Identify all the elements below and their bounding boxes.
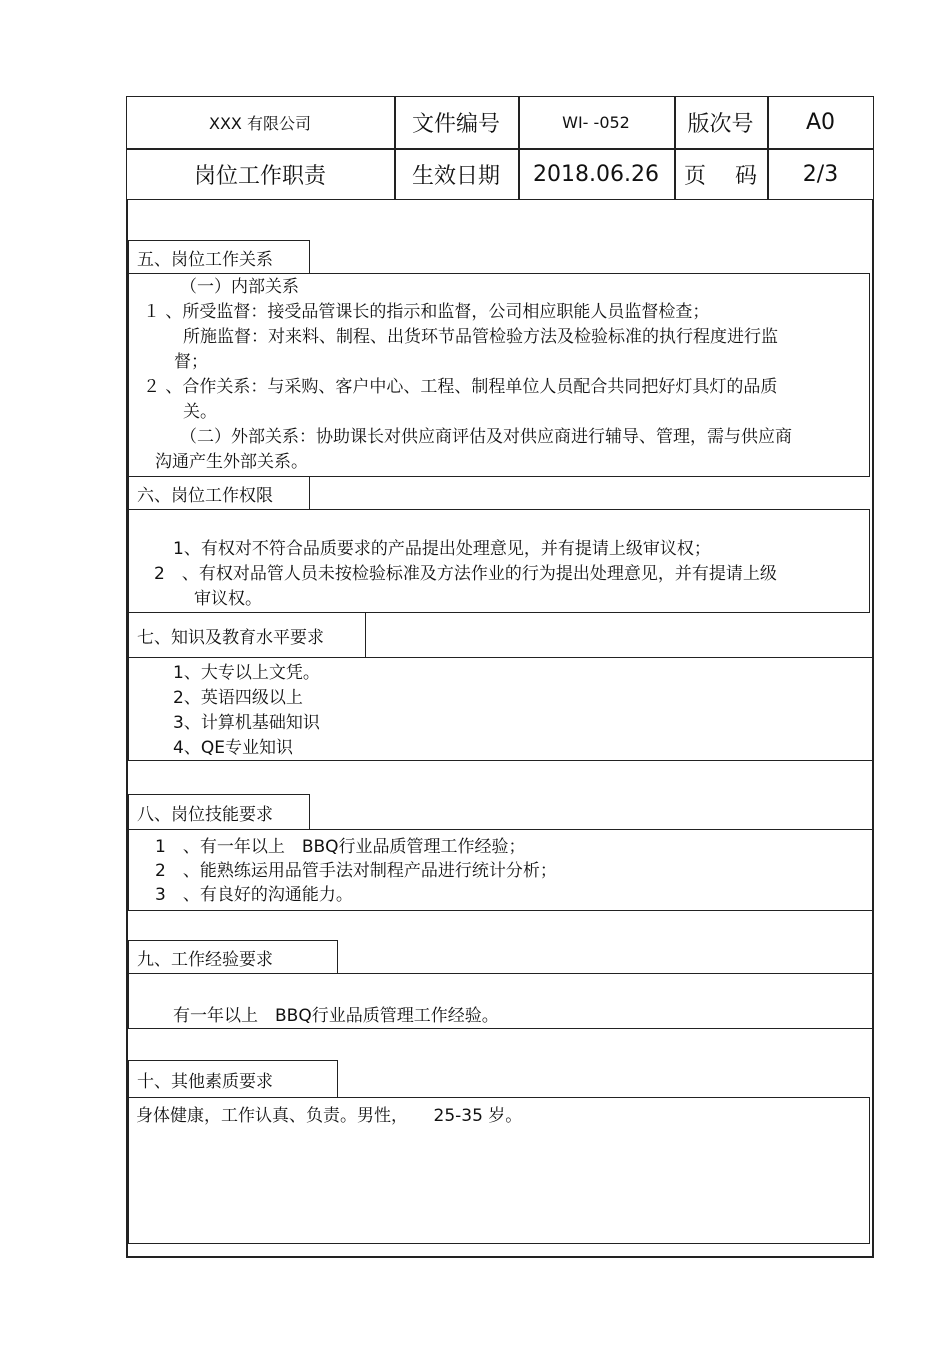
doc-number-label: 文件编号	[411, 111, 500, 137]
section-5-title: 五、岗位工作关系	[128, 240, 310, 274]
section-5-line-5: ２ 、合作关系：与采购、客户中心、工程、制程单位人员配合共同把好灯具灯的品质	[143, 377, 778, 397]
section-7-line-3: 3、计算机基础知识	[173, 713, 320, 733]
section-6-line-2: 2 、有权对品管人员未按检验标准及方法作业的行为提出处理意见，并有提请上级	[154, 564, 777, 584]
effective-date-label: 生效日期	[411, 163, 500, 189]
section-6-line-3: 审议权。	[194, 589, 262, 609]
section-7-title: 七、知识及教育水平要求	[128, 612, 366, 658]
section-10-line-1: 身体健康，工作认真、负责。男性， 25-35 岁。	[136, 1106, 523, 1126]
section-6-line-1: 1、有权对不符合品质要求的产品提出处理意见，并有提请上级审议权；	[173, 539, 711, 559]
section-5-line-4: 督；	[174, 352, 208, 372]
section-5-line-6: 关。	[183, 402, 217, 422]
section-9-title: 九、工作经验要求	[128, 940, 338, 974]
page-title: 岗位工作职责	[193, 163, 326, 189]
section-6-title: 六、岗位工作权限	[128, 476, 310, 510]
section-10-title: 十、其他素质要求	[128, 1060, 338, 1098]
section-8-title: 八、岗位技能要求	[128, 794, 310, 830]
section-7-line-4: 4、QE专业知识	[173, 738, 293, 758]
section-8-line-3: 3 、有良好的沟通能力。	[155, 885, 353, 905]
section-5-line-1: （一）内部关系	[180, 277, 299, 297]
section-8-line-2: 2 、能熟练运用品管手法对制程产品进行统计分析；	[155, 861, 557, 881]
section-5-line-8: 沟通产生外部关系。	[155, 452, 308, 472]
section-7-line-2: 2、英语四级以上	[173, 688, 303, 708]
company-name: XXX 有限公司	[209, 113, 311, 133]
section-5-line-2: １ 、所受监督：接受品管课长的指示和监督，公司相应职能人员监督检查；	[143, 302, 710, 322]
page-number: 2/3	[802, 161, 839, 187]
version-value: A0	[805, 109, 836, 135]
doc-number: WI- -052	[562, 112, 630, 132]
version-label: 版次号	[687, 111, 754, 137]
section-7-line-1: 1、大专以上文凭。	[173, 663, 320, 683]
section-8-line-1: 1 、有一年以上 BBQ行业品质管理工作经验；	[155, 837, 526, 857]
section-9-line-1: 有一年以上 BBQ行业品质管理工作经验。	[173, 1006, 499, 1026]
effective-date: 2018.06.26	[533, 161, 659, 187]
section-5-line-3: 所施监督：对来料、制程、出货环节品管检验方法及检验标准的执行程度进行监	[183, 327, 778, 347]
section-5-line-7: （二）外部关系：协助课长对供应商评估及对供应商进行辅导、管理，需与供应商	[180, 427, 792, 447]
page-number-label: 页 码	[684, 163, 757, 189]
